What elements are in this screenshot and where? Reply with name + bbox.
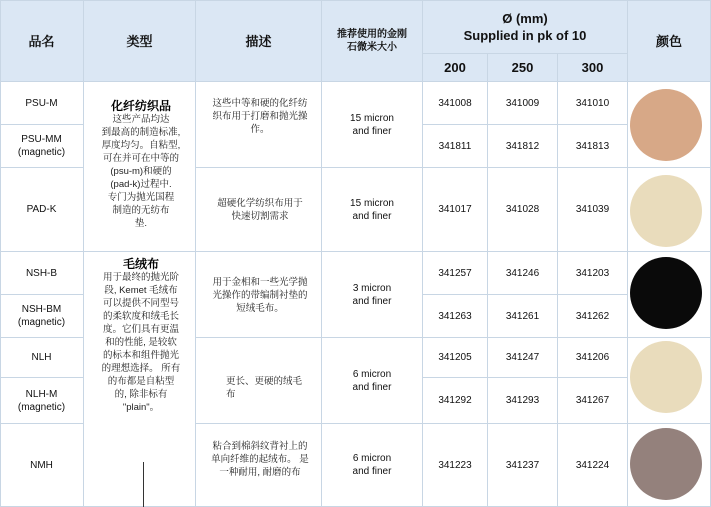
type-velvet-text	[86, 258, 196, 414]
code-cell: 341247	[488, 338, 558, 378]
type-velvet-title: 毛绒布	[122, 257, 159, 271]
type-line: 段, Kemet 毛绒布	[104, 285, 178, 296]
desc-pad	[200, 197, 320, 223]
desc-nmh	[200, 440, 320, 479]
product-name-sub: (magnetic)	[17, 317, 66, 328]
desc-line: 光操作的带编制衬垫的	[212, 290, 308, 301]
header-name: 品名	[0, 0, 84, 82]
code-cell: 341246	[488, 252, 558, 295]
desc-line: 粘合到棉斜纹背衬上的	[212, 441, 308, 452]
desc-nlh	[226, 375, 322, 401]
desc-line: 快速切割需求	[231, 211, 289, 222]
type-line: 的理想选择。 所有	[101, 363, 181, 374]
micron-cell-nmh	[322, 424, 423, 507]
type-line: (psu-m)和硬的	[110, 166, 172, 177]
desc-line: 单向纤维的起绒布。 是	[211, 454, 309, 465]
code-cell: 341009	[488, 82, 558, 125]
code-cell: 341039	[558, 168, 628, 252]
code-cell: 341267	[558, 378, 628, 424]
type-line: (pad-k)过程中.	[110, 179, 172, 190]
code-cell: 341206	[558, 338, 628, 378]
desc-line: 用于金相和一些光学抛	[212, 277, 308, 288]
desc-line: 超硬化学纺织布用于	[217, 198, 303, 209]
type-line: 厚度均匀。自粘型,	[101, 140, 181, 151]
type-line: 的布都是自粘型	[107, 376, 175, 387]
desc-line: 这些中等和硬的化纤纺	[212, 98, 308, 109]
header-size-200: 200	[423, 54, 488, 82]
type-line: "plain"。	[122, 402, 160, 413]
desc-line: 作。	[250, 124, 270, 135]
product-name-cell	[0, 125, 84, 168]
code-cell: 341008	[423, 82, 488, 125]
type-line: 的标本和组件抛光	[102, 350, 179, 361]
micron-finer: and finer	[352, 210, 392, 222]
code-cell: 341263	[423, 295, 488, 338]
micron-size: 15 micron	[350, 197, 394, 209]
product-name-sub: (magnetic)	[17, 147, 66, 158]
type-synthetic-text	[86, 100, 196, 230]
product-name: NMH	[30, 459, 53, 471]
code-cell: 341203	[558, 252, 628, 295]
header-color: 颜色	[628, 0, 711, 82]
product-name: NSH-BM	[21, 304, 62, 315]
code-cell: 341010	[558, 82, 628, 125]
code-cell: 341293	[488, 378, 558, 424]
product-name: PSU-MM	[21, 134, 62, 145]
desc-line: 一种耐用, 耐磨的布	[219, 467, 301, 478]
micron-cell-pad	[322, 168, 423, 252]
type-line: 的, 除非标有	[114, 389, 168, 400]
header-diameter-line1: Ø (mm)	[502, 10, 548, 26]
product-name-cell	[0, 378, 84, 424]
header-size-300: 300	[558, 54, 628, 82]
type-synthetic-title: 化纤纺织品	[110, 99, 171, 113]
swatch-pad	[630, 175, 702, 247]
type-line: 可以提供不同型号	[102, 298, 179, 309]
swatch-nlh	[630, 341, 702, 413]
desc-line: 更长、更硬的绒毛	[226, 376, 303, 387]
desc-nsh	[200, 276, 320, 315]
micron-finer: and finer	[352, 125, 392, 137]
product-name-cell	[0, 252, 84, 295]
type-line: 度。它们具有更温	[102, 324, 179, 335]
desc-line: 短绒毛布。	[236, 303, 284, 314]
micron-finer: and finer	[352, 466, 392, 477]
micron-cell-nlh	[322, 338, 423, 424]
desc-line: 织布用于打磨和抛光操	[212, 111, 308, 122]
micron-cell-nsh	[322, 252, 423, 338]
header-diameter	[423, 0, 628, 54]
header-size-250: 250	[488, 54, 558, 82]
micron-size: 6 micron	[352, 453, 392, 464]
header-diameter-line2: Supplied in pk of 10	[463, 27, 587, 43]
code-cell: 341257	[423, 252, 488, 295]
micron-finer: and finer	[352, 295, 392, 307]
product-name-sub: (magnetic)	[17, 401, 66, 413]
swatch-psu	[630, 89, 702, 161]
header-micron	[322, 0, 423, 82]
code-cell: 341205	[423, 338, 488, 378]
type-line: 制造的无纺布	[112, 205, 170, 216]
product-name: PAD-K	[26, 204, 57, 215]
code-cell: 341812	[488, 125, 558, 168]
desc-line: 布	[226, 389, 236, 400]
type-line: 到最高的制造标准,	[101, 127, 181, 138]
header-micron-line1: 推荐使用的金刚	[337, 28, 407, 40]
header-description: 描述	[196, 0, 322, 82]
micron-cell-psu	[322, 82, 423, 168]
code-cell: 341237	[488, 424, 558, 507]
code-cell: 341262	[558, 295, 628, 338]
type-line: 和的性能, 是较软	[105, 337, 177, 348]
type-line: 专门为抛光国程	[107, 192, 175, 203]
product-name-cell	[0, 82, 84, 125]
micron-size: 3 micron	[352, 282, 392, 294]
code-cell: 341292	[423, 378, 488, 424]
product-name-cell	[0, 424, 84, 507]
type-line: 这些产品均达	[112, 114, 170, 125]
header-type: 类型	[84, 0, 196, 82]
product-name-cell	[0, 338, 84, 378]
micron-finer: and finer	[352, 381, 392, 393]
code-cell: 341223	[423, 424, 488, 507]
product-name: NLH	[31, 352, 52, 363]
swatch-nmh	[630, 428, 702, 500]
code-cell: 341028	[488, 168, 558, 252]
type-line: 用于最终的抛光阶	[102, 272, 179, 283]
micron-size: 6 micron	[352, 368, 392, 380]
product-name-cell	[0, 168, 84, 252]
vertical-rule	[143, 462, 144, 507]
type-line: 可在并可在中等的	[102, 153, 179, 164]
product-name: PSU-M	[25, 97, 58, 109]
type-line: 垫.	[134, 218, 148, 229]
micron-size: 15 micron	[350, 112, 394, 124]
code-cell: 341811	[423, 125, 488, 168]
code-cell: 341224	[558, 424, 628, 507]
product-name-cell	[0, 295, 84, 338]
type-line: 的柔软度和绒毛长	[102, 311, 179, 322]
header-micron-line2: 石微米大小	[347, 41, 397, 53]
product-name: NLH-M	[25, 388, 58, 400]
product-name: NSH-B	[25, 267, 58, 279]
swatch-nsh	[630, 257, 702, 329]
desc-psu	[200, 97, 320, 136]
code-cell: 341813	[558, 125, 628, 168]
code-cell: 341261	[488, 295, 558, 338]
code-cell: 341017	[423, 168, 488, 252]
